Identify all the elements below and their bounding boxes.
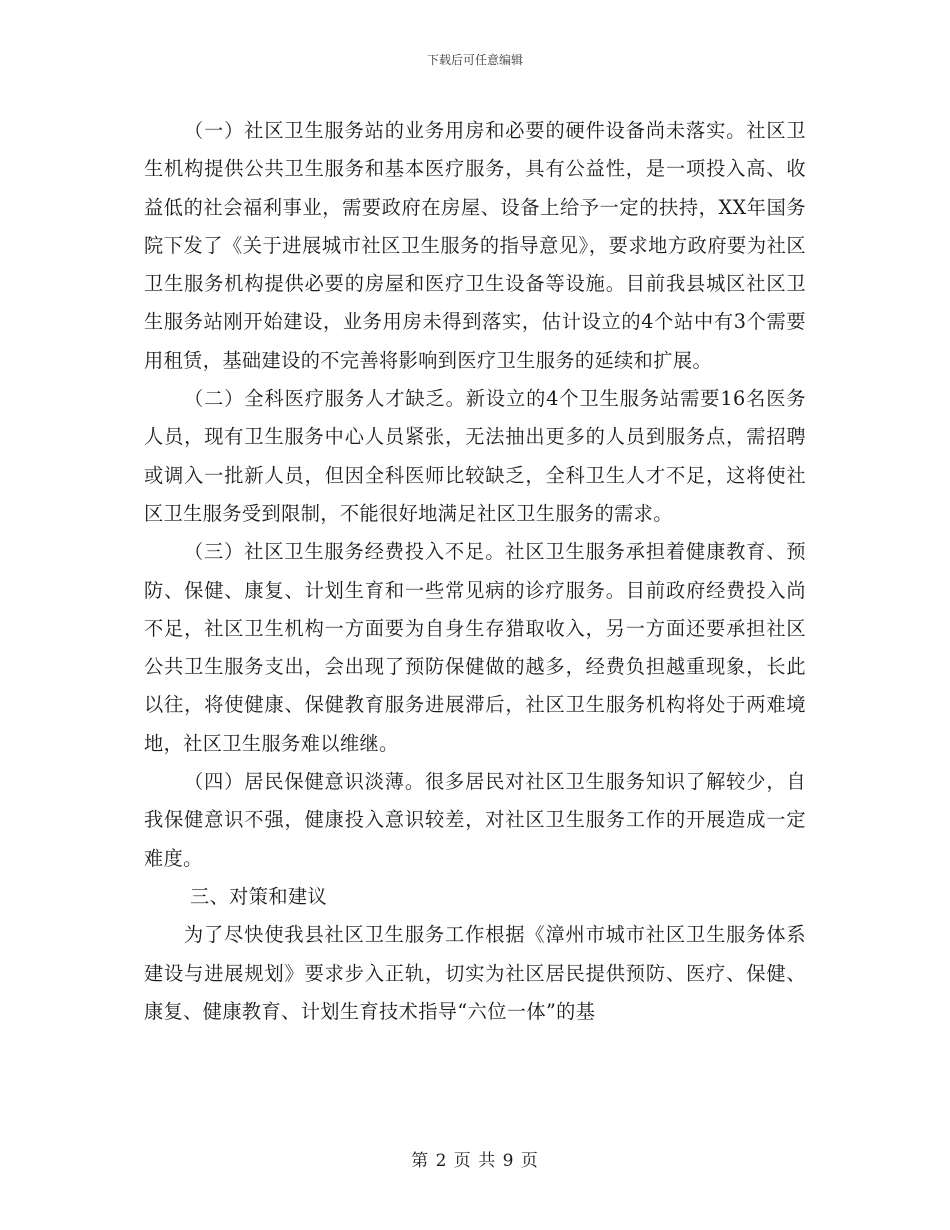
paragraph-countermeasures-intro: 为了尽快使我县社区卫生服务工作根据《漳州市城市社区卫生服务体系建设与进展规划》要求步入正轨，切实为社区居民提供预防、医疗、保健、康复、健康教育、计划生育技术指导“六位一体”的基 <box>144 923 806 1023</box>
paragraph-awareness: （四）居民保健意识淡薄。很多居民对社区卫生服务知识了解较少，自我保健意识不强，健康投入意识较差，对社区卫生服务工作的开展造成一定难度。 <box>144 770 806 870</box>
paragraph-staff-shortage: （二）全科医疗服务人才缺乏。新设立的4个卫生服务站需要16名医务人员，现有卫生服务中心人员紧张，无法抽出更多的人员到服务点，需招聘或调入一批新人员，但因全科医师比较缺乏，全科卫生人才不足，这将使社区卫生服务受到限制，不能很好地满足社区卫生服务的需求。 <box>144 387 806 525</box>
paragraph-funding-shortage: （三）社区卫生服务经费投入不足。社区卫生服务承担着健康教育、预防、保健、康复、计划生育和一些常见病的诊疗服务。目前政府经费投入尚不足，社区卫生机构一方面要为自身生存猎取收入，另一方面还要承担社区公共卫生服务支出，会出现了预防保健做的越多，经费负担越重现象，长此以往，将使健康、保健教育服务进展滞后，社区卫生服务机构将处于两难境地，社区卫生服务难以维继。 <box>144 540 806 755</box>
section-heading-countermeasures: 三、对策和建议 <box>190 884 328 908</box>
page-header-note: 下载后可任意编辑 <box>426 53 523 67</box>
document-body <box>144 112 806 1031</box>
page-number: 第 2 页 共 9 页 <box>411 1151 539 1171</box>
paragraph-housing-equipment: （一）社区卫生服务站的业务用房和必要的硬件设备尚未落实。社区卫生机构提供公共卫生服务和基本医疗服务，具有公益性，是一项投入高、收益低的社会福利事业，需要政府在房屋、设备上给予一定的扶持，XX年国务院下发了《关于进展城市社区卫生服务的指导意见》，要求地方政府要为社区卫生服务机构提供必要的房屋和医疗卫生设备等设施。目前我县城区社区卫生服务站刚开始建设，业务用房未得到落实，估计设立的4个站中有3个需要用租赁，基础建设的不完善将影响到医疗卫生服务的延续和扩展。 <box>144 119 806 372</box>
